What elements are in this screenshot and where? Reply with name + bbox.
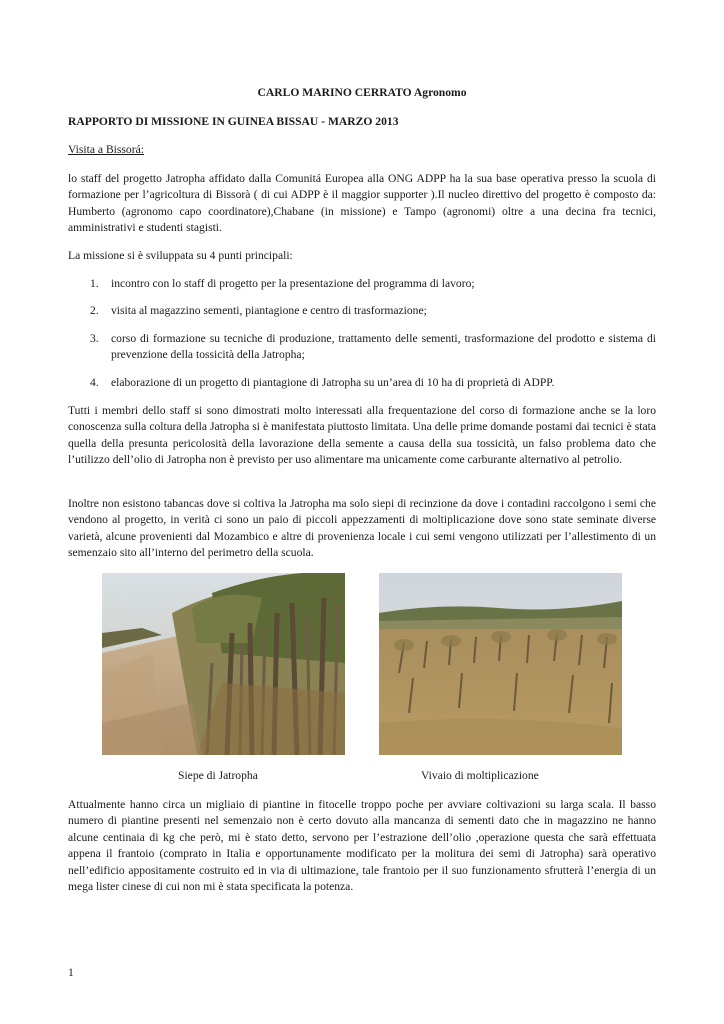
report-title: RAPPORTO DI MISSIONE IN GUINEA BISSAU - MARZO 2013 <box>68 115 399 128</box>
points-intro: La missione si è sviluppata su 4 punti principali: <box>68 249 293 262</box>
list-number: 4. <box>90 375 99 389</box>
list-number: 3. <box>90 331 99 345</box>
tabancas-paragraph: Inoltre non esistono tabancas dove si coltiva la Jatropha ma solo siepi di recinzione da dove i contadini raccolgono i semi che vendono al progetto, in verità ci sono un paio di piccoli appezzamenti di moltiplicazione dove sono state seminate diverse varietà, alcune provenienti dal Mozambico e altre di provenienza locale i cui semi vengono utilizzati per l’allestimento di un semenzaio sito all’interno del perimetro della scuola. <box>68 497 656 560</box>
page-number: 1 <box>68 966 74 979</box>
right-photo-caption: Vivaio di moltiplicazione <box>421 769 539 782</box>
list-item <box>68 375 656 391</box>
list-item <box>68 331 656 364</box>
staff-paragraph: Tutti i membri dello staff si sono dimostrati molto interessati alla frequentazione del corso di formazione anche se la loro conoscenza sulla coltura della Jatropha si è manifestata piuttosto limitata. Una delle prime domande postami dai tecnici è stata quella della presunta pericolosità della lavorazione della semente a causa della sua tossicità, un falso problema dato che l’utilizzo dell’olio di Jatropha non è previsto per uso alimentare ma unicamente come carburante alternativo al petrolio. <box>68 404 656 467</box>
list-text: corso di formazione su tecniche di produzione, trattamento delle sementi, trasformazione del prodotto e sistema di prevenzione della tossicità della Jatropha; <box>111 331 656 362</box>
left-photo-caption: Siepe di Jatropha <box>178 769 258 782</box>
list-number: 1. <box>90 277 99 290</box>
list-item <box>68 303 656 319</box>
nursery-paragraph: Attualmente hanno circa un migliaio di piantine in fitocelle troppo poche per avviare coltivazioni su larga scala. Il basso numero di piantine presenti nel semenzaio non è certo dovuto alla mancanza di sementi dato che in magazzino ne hanno alcune centinaia di kg che però, mi è stato detto, servono per l’estrazione dell’olio ,operazione questa che sarà effettuata appena il frantoio (comprato in Italia e opportunamente modificato per la molitura dei semi di Jatropha) sarà operativo nell’edificio appositamente costruito ed in via di ultimazione, tale frantoio per il suo funzionamento sfrutterà l’energia di un mega lister cinese di cui non mi è stata specificata la potenza. <box>68 798 656 894</box>
list-item <box>68 276 656 292</box>
list-text: incontro con lo staff di progetto per la presentazione del programma di lavoro; <box>111 277 475 290</box>
page-title: CARLO MARINO CERRATO Agronomo <box>257 86 467 99</box>
intro-paragraph: lo staff del progetto Jatropha affidato dalla Comunitá Europea alla ONG ADPP ha la sua base operativa presso la scuola di formazione per l’agricoltura di Bissorà ( di cui ADPP è il maggior supporter ).Il nucleo direttivo del progetto è composto da: Humberto (agronomo capo coordinatore),Chabane (in missione) e Tampo (agronomi) oltre a una decina fra tecnici, amministrativi e studenti stagisti. <box>68 172 656 235</box>
jatropha-hedge-photo <box>102 573 345 755</box>
list-text: visita al magazzino sementi, piantagione e centro di trasformazione; <box>111 304 427 318</box>
nursery-photo <box>379 573 622 755</box>
section-heading: Visita a Bissorá: <box>68 143 144 156</box>
points-list <box>68 276 656 391</box>
list-number: 2. <box>90 304 99 318</box>
list-text: elaborazione di un progetto di piantagione di Jatropha su un’area di 10 ha di proprietà di ADPP. <box>111 375 555 389</box>
